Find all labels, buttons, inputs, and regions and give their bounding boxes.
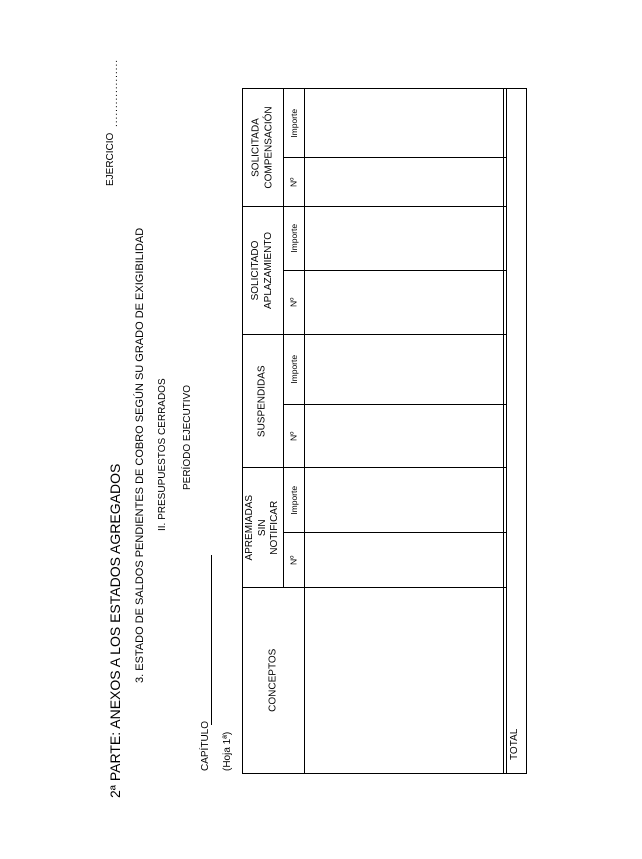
importe-header: Importe [288,108,299,138]
importe-header: Importe [288,224,299,253]
ejercicio-label: EJERCICIO [105,132,116,186]
table-border-bottom [242,773,527,774]
document-section: II. PRESUPUESTOS CERRADOS [157,378,168,531]
group-header-aplazamiento: SOLICITADO APLAZAMIENTO [250,231,275,310]
num-importe-divider [283,270,506,271]
group-header-apremiadas: APREMIADAS SIN NOTIFICAR [244,494,281,561]
num-importe-divider [283,404,506,405]
capitulo-underline [211,555,212,725]
num-importe-divider [283,532,506,533]
hoja-label: (Hoja 1ª) [222,731,233,771]
table-border-right [526,88,527,774]
document-subtitle: 3. ESTADO DE SALDOS PENDIENTES DE COBRO SEGÚN SU GRADO DE EXIGIBILIDAD [134,227,146,683]
num-header: Nº [288,555,299,565]
group-header-compensacion: SOLICITADA COMPENSACIÓN [250,106,275,189]
num-header: Nº [288,297,299,308]
importe-header: Importe [288,355,299,384]
total-line-1 [503,88,504,774]
group-header-suspendidas: SUSPENDIDAS [256,365,268,437]
ejercicio-dots: .................. [109,58,120,127]
importe-header: Importe [288,485,299,515]
num-header: Nº [288,431,299,441]
capitulo-label: CAPÍTULO [200,720,211,771]
header-bottom-line [304,88,305,774]
document-title: 2ª PARTE: ANEXOS A LOS ESTADOS AGREGADOS [107,463,123,798]
total-line-2 [506,88,507,774]
document-period: PERÍODO EJECUTIVO [182,384,193,490]
num-header: Nº [288,177,299,187]
num-importe-divider [283,157,506,158]
conceptos-header: CONCEPTOS [267,648,279,713]
total-label: TOTAL [509,728,520,760]
